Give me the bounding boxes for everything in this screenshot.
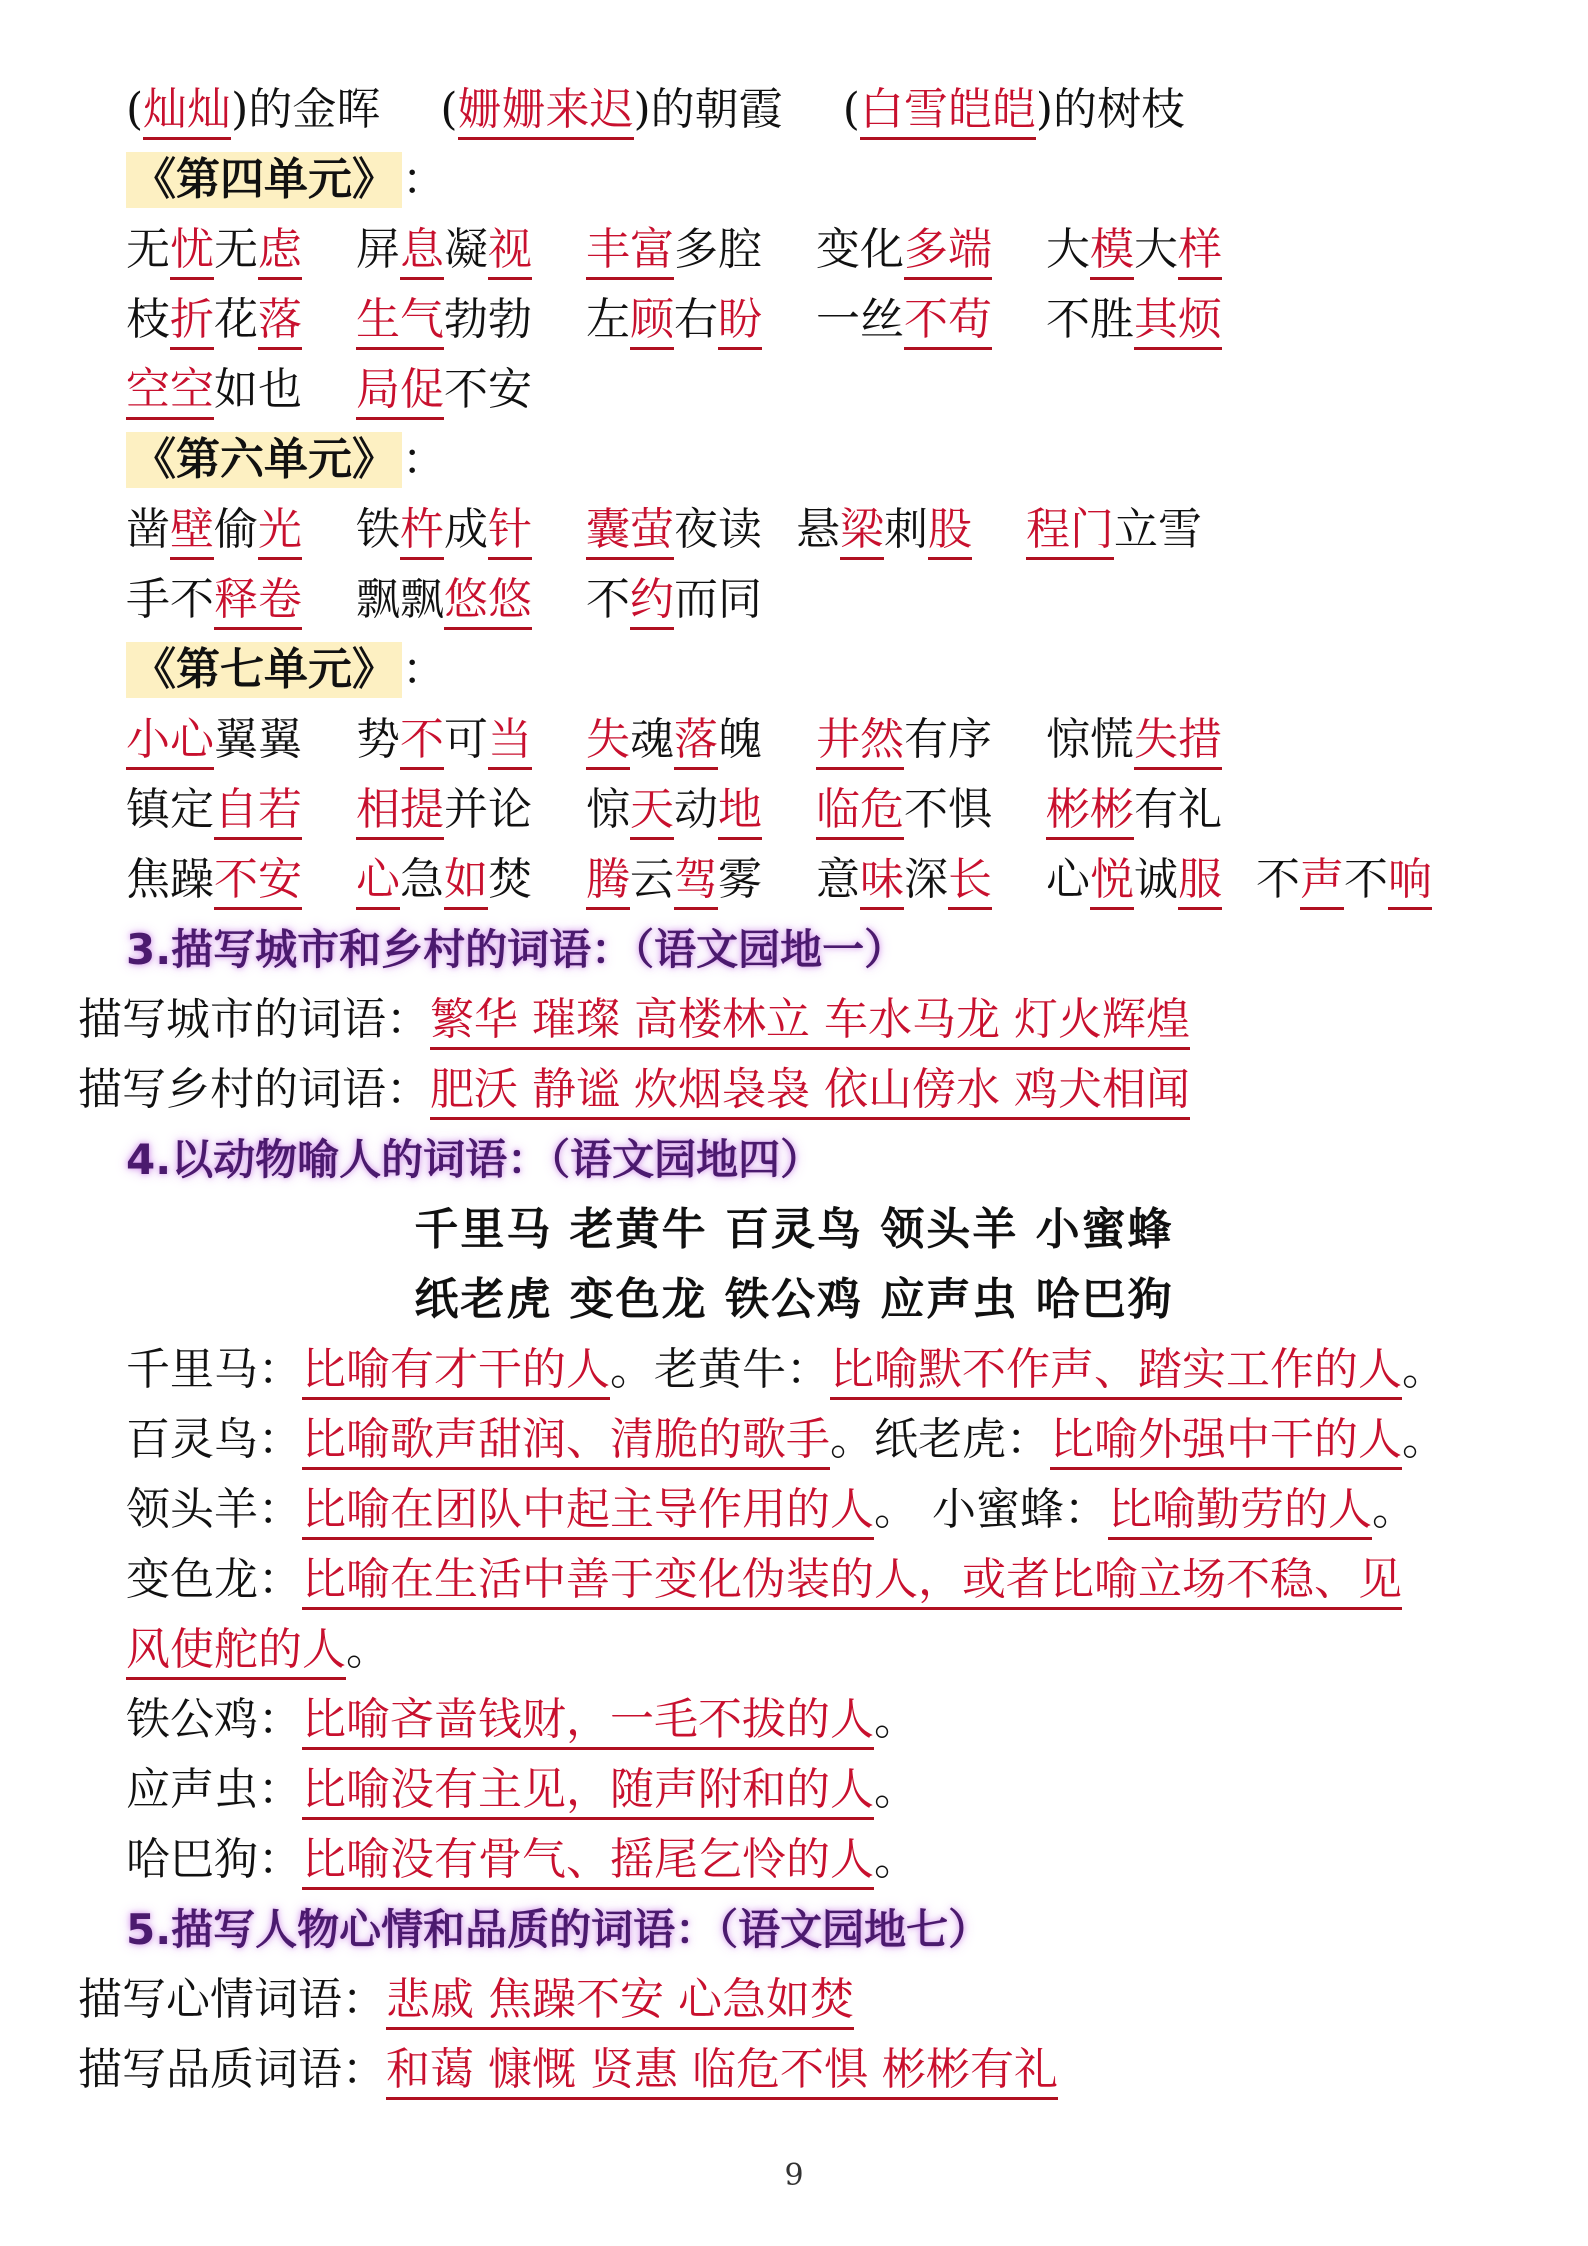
unit-label: 《第四单元》 <box>126 152 402 208</box>
city-label: 描写城市的词语： <box>78 994 430 1045</box>
paren: ( <box>842 84 860 135</box>
idiom: 意味深长 <box>816 852 992 908</box>
punctuation: 。 <box>346 1624 390 1675</box>
idiom: 井然有序 <box>816 712 992 768</box>
idiom: 屏息凝视 <box>356 222 532 278</box>
idiom: 程门立雪 <box>1026 502 1202 558</box>
punctuation: 。 <box>874 1834 918 1885</box>
meaning: 比喻吝啬钱财，一毛不拔的人 <box>302 1694 874 1750</box>
meaning: 比喻勤劳的人 <box>1108 1484 1372 1540</box>
punctuation: 。 <box>1402 1414 1446 1465</box>
meaning: 比喻外强中干的人 <box>1050 1414 1402 1470</box>
phrase-1 <box>126 82 380 138</box>
idiom: 囊萤夜读 <box>586 502 762 558</box>
village-words-row <box>78 1062 1190 1120</box>
phrase-text: )的朝霞 <box>633 84 783 135</box>
idiom: 变化多端 <box>816 222 992 278</box>
phrase-row-1 <box>126 82 1185 140</box>
mood-label: 描写心情词语： <box>78 1974 386 2025</box>
idiom: 心悦诚服 <box>1046 852 1222 908</box>
idiom: 空空如也 <box>126 362 302 418</box>
meaning: 风使舵的人 <box>126 1624 346 1680</box>
idiom: 凿壁偷光 <box>126 502 302 558</box>
idiom: 心急如焚 <box>356 852 532 908</box>
idiom: 不约而同 <box>586 572 762 628</box>
meaning: 比喻在生活中善于变化伪装的人，或者比喻立场不稳、见 <box>302 1554 1402 1610</box>
idiom: 大模大样 <box>1046 222 1222 278</box>
colon: ： <box>402 434 446 485</box>
idiom: 不胜其烦 <box>1046 292 1222 348</box>
idiom: 丰富多腔 <box>586 222 762 278</box>
meaning: 比喻在团队中起主导作用的人 <box>302 1484 874 1540</box>
metaphor-row-7 <box>126 1832 918 1890</box>
section-5-heading: 5.描写人物心情和品质的词语：（语文园地七） <box>126 1905 991 1954</box>
unit-6-row-1 <box>126 502 1202 560</box>
idiom: 势不可当 <box>356 712 532 768</box>
section-4-heading: 4.以动物喻人的词语：（语文园地四） <box>126 1135 823 1184</box>
idiom: 局促不安 <box>356 362 532 418</box>
metaphor-row-4 <box>126 1552 1402 1610</box>
idiom: 飘飘悠悠 <box>356 572 532 628</box>
idiom: 枝折花落 <box>126 292 302 348</box>
metaphor-row-4-cont <box>126 1622 390 1680</box>
city-words: 繁华 璀璨 高楼林立 车水马龙 灯火辉煌 <box>430 994 1190 1050</box>
idiom: 惊慌失措 <box>1046 712 1222 768</box>
meaning: 比喻默不作声、踏实工作的人 <box>830 1344 1402 1400</box>
term: 百灵鸟： <box>126 1414 302 1465</box>
idiom: 彬彬有礼 <box>1046 782 1222 838</box>
quality-label: 描写品质词语： <box>78 2044 386 2095</box>
meaning: 比喻没有主见，随声附和的人 <box>302 1764 874 1820</box>
term: 应声虫： <box>126 1764 302 1815</box>
unit-4-row-3 <box>126 362 532 420</box>
metaphor-row-5 <box>126 1692 918 1750</box>
idiom: 无忧无虑 <box>126 222 302 278</box>
metaphor-row-6 <box>126 1762 918 1820</box>
metaphor-row-2 <box>126 1412 1446 1470</box>
punctuation: 。 <box>1372 1484 1416 1535</box>
unit-label: 《第六单元》 <box>126 432 402 488</box>
punctuation: 。 <box>1402 1344 1446 1395</box>
city-words-row <box>78 992 1190 1050</box>
quality-words-row <box>78 2042 1058 2100</box>
idiom: 一丝不苟 <box>816 292 992 348</box>
idiom: 左顾右盼 <box>586 292 762 348</box>
meaning: 比喻没有骨气、摇尾乞怜的人 <box>302 1834 874 1890</box>
idiom: 铁杵成针 <box>356 502 532 558</box>
term: 。 小蜜蜂： <box>874 1484 1108 1535</box>
term: 千里马： <box>126 1344 302 1395</box>
animal-list-2: 纸老虎 变色龙 铁公鸡 应声虫 哈巴狗 <box>414 1274 1174 1325</box>
unit-4-row-1 <box>126 222 1222 280</box>
punctuation: 。 <box>874 1764 918 1815</box>
mood-words: 悲戚 焦躁不安 心急如焚 <box>386 1974 854 2030</box>
idiom: 镇定自若 <box>126 782 302 838</box>
paren: ( <box>440 84 458 135</box>
phrase-text: )的金晖 <box>231 84 381 135</box>
mood-words-row <box>78 1972 854 2030</box>
phrase-3 <box>843 82 1185 138</box>
phrase-2 <box>440 82 782 138</box>
meaning: 比喻歌声甜润、清脆的歌手 <box>302 1414 830 1470</box>
idiom: 临危不惧 <box>816 782 992 838</box>
idiom: 惊天动地 <box>586 782 762 838</box>
idiom: 悬梁刺股 <box>796 502 972 558</box>
unit-7-row-1 <box>126 712 1222 770</box>
phrase-text: )的树枝 <box>1035 84 1186 135</box>
meaning: 比喻有才干的人 <box>302 1344 610 1400</box>
term: 变色龙： <box>126 1554 302 1605</box>
idiom: 手不释卷 <box>126 572 302 628</box>
village-words: 肥沃 静谧 炊烟袅袅 依山傍水 鸡犬相闻 <box>430 1064 1190 1120</box>
idiom: 焦躁不安 <box>126 852 302 908</box>
term: 铁公鸡： <box>126 1694 302 1745</box>
unit-6-row-2 <box>126 572 762 630</box>
unit-7-title <box>126 642 446 700</box>
idiom: 相提并论 <box>356 782 532 838</box>
idiom: 腾云驾雾 <box>586 852 762 908</box>
unit-label: 《第七单元》 <box>126 642 402 698</box>
unit-7-row-3 <box>126 852 1432 910</box>
colon: ： <box>402 154 446 205</box>
term: 哈巴狗： <box>126 1834 302 1885</box>
idiom: 失魂落魄 <box>586 712 762 768</box>
metaphor-row-3 <box>126 1482 1416 1540</box>
answer: 姗姗来迟 <box>458 84 634 140</box>
unit-6-title <box>126 432 446 490</box>
colon: ： <box>402 644 446 695</box>
unit-4-row-2 <box>126 292 1222 350</box>
punctuation: 。 <box>874 1694 918 1745</box>
unit-7-row-2 <box>126 782 1222 840</box>
idiom: 不声不响 <box>1256 852 1432 908</box>
term: 领头羊： <box>126 1484 302 1535</box>
term: 。老黄牛： <box>610 1344 830 1395</box>
section-3-heading: 3.描写城市和乡村的词语：（语文园地一） <box>126 925 907 974</box>
idiom: 生气勃勃 <box>356 292 532 348</box>
metaphor-row-1 <box>126 1342 1446 1400</box>
page-number: 9 <box>784 2158 804 2193</box>
unit-4-title <box>126 152 446 210</box>
term: 。纸老虎： <box>830 1414 1050 1465</box>
village-label: 描写乡村的词语： <box>78 1064 430 1115</box>
answer: 灿灿 <box>143 84 231 140</box>
paren: ( <box>126 84 144 135</box>
quality-words: 和蔼 慷慨 贤惠 临危不惧 彬彬有礼 <box>386 2044 1058 2100</box>
idiom: 小心翼翼 <box>126 712 302 768</box>
answer: 白雪皑皑 <box>860 84 1036 140</box>
animal-list-1: 千里马 老黄牛 百灵鸟 领头羊 小蜜蜂 <box>414 1204 1174 1255</box>
